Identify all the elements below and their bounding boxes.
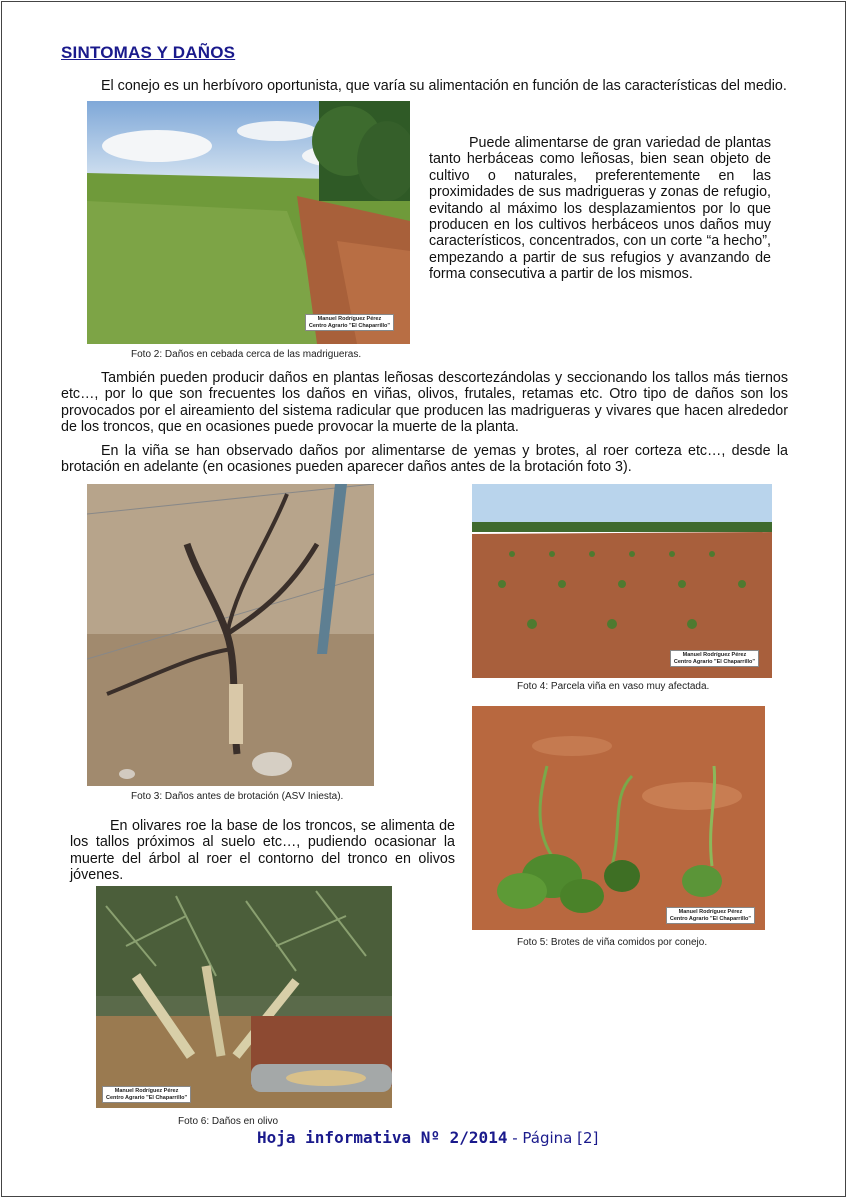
paragraph-plants: Puede alimentarse de gran variedad de plantas tanto herbáceas como leñosas, bien sean objeto de cultivo o naturales, preferentemente en las proximidades de sus madrigueras y zonas de refugio, evitando al máximo los desplazamientos por lo que producen en los cultivos herbáceos unos daños muy característicos, concentrados, con un corte “a hecho”, empezando a partir de sus refugios y avanzando de forma consecutiva a partir de los mismos. [429,135,771,283]
photo-vine-before-budding [87,484,374,786]
caption-foto4: Foto 4: Parcela viña en vaso muy afectada. [517,681,710,692]
photo-olive-damage [96,886,392,1108]
intro-paragraph: El conejo es un herbívoro oportunista, que varía su alimentación en función de las características del medio. [101,78,787,94]
caption-foto6: Foto 6: Daños en olivo [178,1116,279,1127]
caption-foto2: Foto 2: Daños en cebada cerca de las madrigueras. [131,349,362,360]
photo-eaten-shoots [472,706,765,930]
footer-page-number: - Página [2] [507,1129,599,1147]
photo-watermark: Manuel Rodríguez Pérez Centro Agrario "El Chaparrillo" [670,650,759,667]
photo-watermark: Manuel Rodríguez Pérez Centro Agrario "El Chaparrillo" [305,314,394,331]
photo-barley-field [87,101,410,344]
paragraph-olive: En olivares roe la base de los troncos, se alimenta de los tallos próximos al suelo etc…, pudiendo ocasionar la muerte del árbol al roer el contorno del tronco en olivos jóvenes. [70,818,455,884]
photo-watermark: Manuel Rodríguez Pérez Centro Agrario "El Chaparrillo" [666,907,755,924]
paragraph-woody: También pueden producir daños en plantas leñosas descortezándolas y seccionando los tallos más tiernos etc…, por lo que son frecuentes los daños en viñas, olivos, frutales, retamas etc. Otro tipo de daños son los provocados por el aireamiento del sistema radicular que producen las madrigueras y vivares que hacen alrededor de los troncos, que en ocasiones puede provocar la muerte de la planta. [61,370,788,436]
page-footer [257,1128,598,1147]
section-title: SINTOMAS Y DAÑOS [61,43,236,62]
footer-label: Hoja informativa Nº 2/2014 [257,1128,508,1147]
paragraph-vine: En la viña se han observado daños por alimentarse de yemas y brotes, al roer corteza etc…, desde la brotación en adelante (en ocasiones pueden aparecer daños antes de la brotación foto 3). [61,443,788,476]
caption-foto5: Foto 5: Brotes de viña comidos por conejo. [517,937,708,948]
caption-foto3: Foto 3: Daños antes de brotación (ASV Iniesta). [131,791,344,802]
photo-vineyard-plot [472,484,772,678]
photo-watermark: Manuel Rodríguez Pérez Centro Agrario "El Chaparrillo" [102,1086,191,1103]
